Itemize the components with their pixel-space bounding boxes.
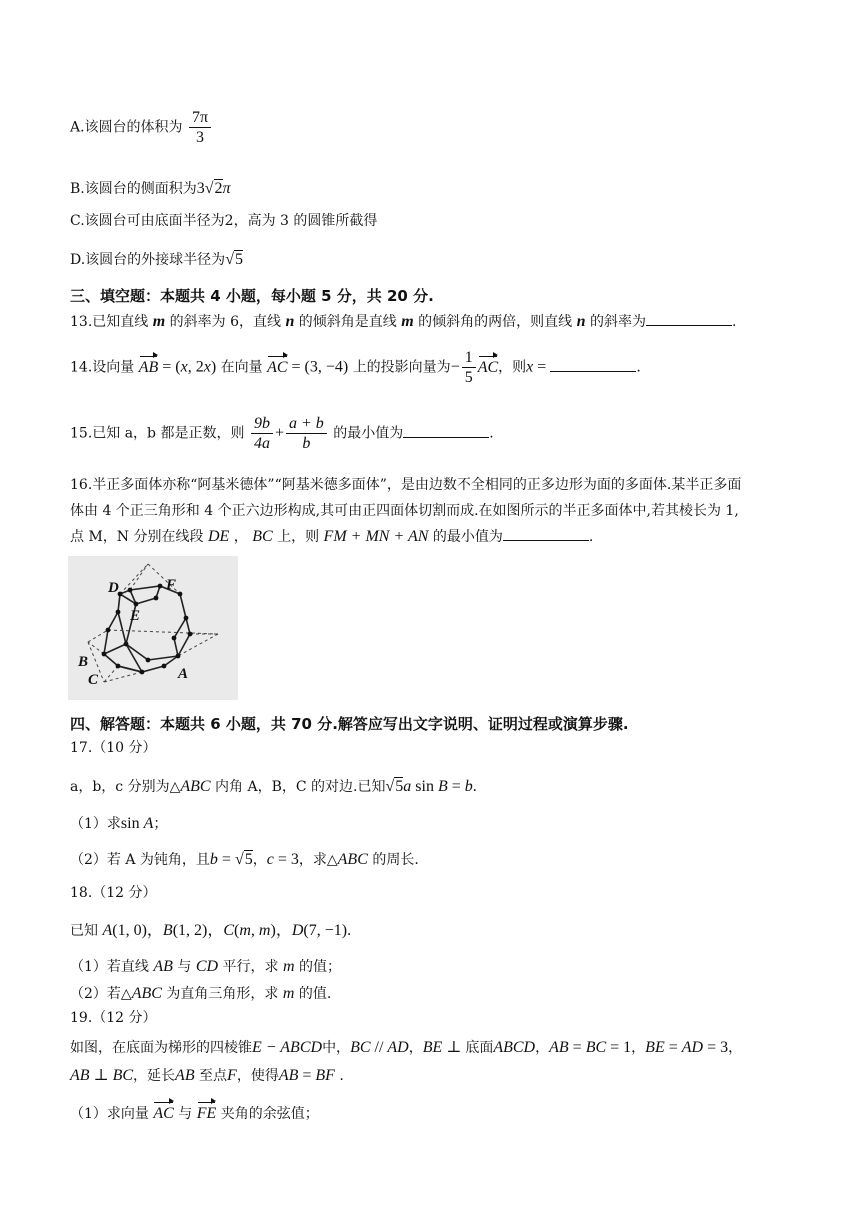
question-17-part2: （2）若 A 为钝角，且b = √5，c = 3，求△ABC 的周长.	[70, 851, 419, 868]
question-19-stem: 如图，在底面为梯形的四棱锥E − ABCD中，BC // AD，BE ⊥ 底面ABCD，AB = BC = 1，BE = AD = 3， AB ⊥ BC，延长AB 至点F，使得AB = BF .	[70, 1039, 743, 1084]
question-17-head: 17.（10 分）	[70, 740, 157, 756]
figure-label-f: F	[166, 577, 177, 593]
option-b-text: B.该圆台的侧面积为	[70, 181, 197, 197]
section-fill-heading: 三、填空题：本题共 4 小题，每小题 5 分，共 20 分.	[70, 287, 434, 305]
question-16: 16.半正多面体亦称“阿基米德体”“阿基米德多面体”，是由边数不全相同的正多边形为面的多面体.某半正多面 体由 4 个正三角形和 4 个正六边形构成,其可由正四面体切割而成.在如图所示的半正多面体中,若其棱长为 1, 点 M，N 分别在线段 DE ， BC 上，则 FM + MN + AN 的最小值为 .	[70, 477, 742, 545]
answer-blank-16[interactable]	[503, 526, 589, 541]
answer-blank-15[interactable]	[403, 423, 489, 438]
question-15: 15.已知 a，b 都是正数，则 $\frac{9b}{4a}$ + $\frac{a + b}{b}$ 的最小值为 .	[70, 415, 494, 453]
question-19-part1: （1）求向量 AC 与 FE 夹角的余弦值；	[70, 1101, 800, 1127]
section-solve-heading: 四、解答题：本题共 6 小题，共 70 分.解答应写出文字说明、证明过程或演算步骤.	[70, 715, 629, 733]
question-14: 14.设向量 AB = (x, 2x) 在向量 AC = (3, −4) 上的投影向量为− $\frac{1}{5}$ AC，则x = .	[70, 349, 641, 387]
option-c	[70, 210, 800, 232]
question-17-stem: a，b，c 分别为△ABC 内角 A，B，C 的对边.已知√5a sin B = b.	[70, 778, 477, 795]
option-a	[70, 108, 800, 147]
question-18-given: 已知 A(1, 0)，B(1, 2)，C(m, m)，D(7, −1).	[70, 922, 352, 939]
fraction-9b-4a: $\frac{9b}{4a}$	[251, 414, 273, 453]
polyhedron-drawing	[68, 556, 238, 700]
figure-label-e: E	[130, 608, 141, 624]
option-c-text: C.该圆台可由底面半径为2，高为 3 的圆锥所截得	[70, 213, 378, 229]
question-19-head: 19.（12 分）	[70, 1010, 157, 1026]
option-d-text: D.该圆台的外接球半径为	[70, 252, 226, 268]
figure-label-b: B	[78, 654, 89, 670]
figure-label-a: A	[178, 666, 189, 682]
polyhedron-figure	[68, 556, 238, 700]
question-17-part1: （1）求sin A；	[70, 815, 168, 832]
fraction-a-plus-b-over-b: $\frac{a + b}{b}$	[286, 414, 327, 453]
figure-label-c: C	[88, 672, 99, 688]
question-18-head: 18.（12 分）	[70, 885, 157, 901]
option-a-text: A.该圆台的体积为	[70, 119, 183, 136]
question-18-part1: （1）若直线 AB 与 CD 平行，求 m 的值；	[70, 958, 341, 975]
fraction-7pi-3: $\frac{7\pi}{3}$	[189, 108, 211, 147]
answer-blank-14[interactable]	[550, 357, 636, 372]
question-18-part2: （2）若△ABC 为直角三角形，求 m 的值.	[70, 985, 332, 1002]
option-b: B.该圆台的侧面积为3√2π	[70, 180, 231, 197]
figure-label-d: D	[108, 580, 119, 596]
fraction-1-5: $\frac{1}{5}$	[462, 348, 476, 387]
question-13: 13.已知直线 m 的斜率为 6，直线 n 的倾斜角是直线 m 的倾斜角的两倍，则直线 n 的斜率为 .	[70, 313, 737, 330]
option-d: D.该圆台的外接球半径为√5	[70, 251, 243, 268]
answer-blank-13[interactable]	[646, 311, 732, 326]
